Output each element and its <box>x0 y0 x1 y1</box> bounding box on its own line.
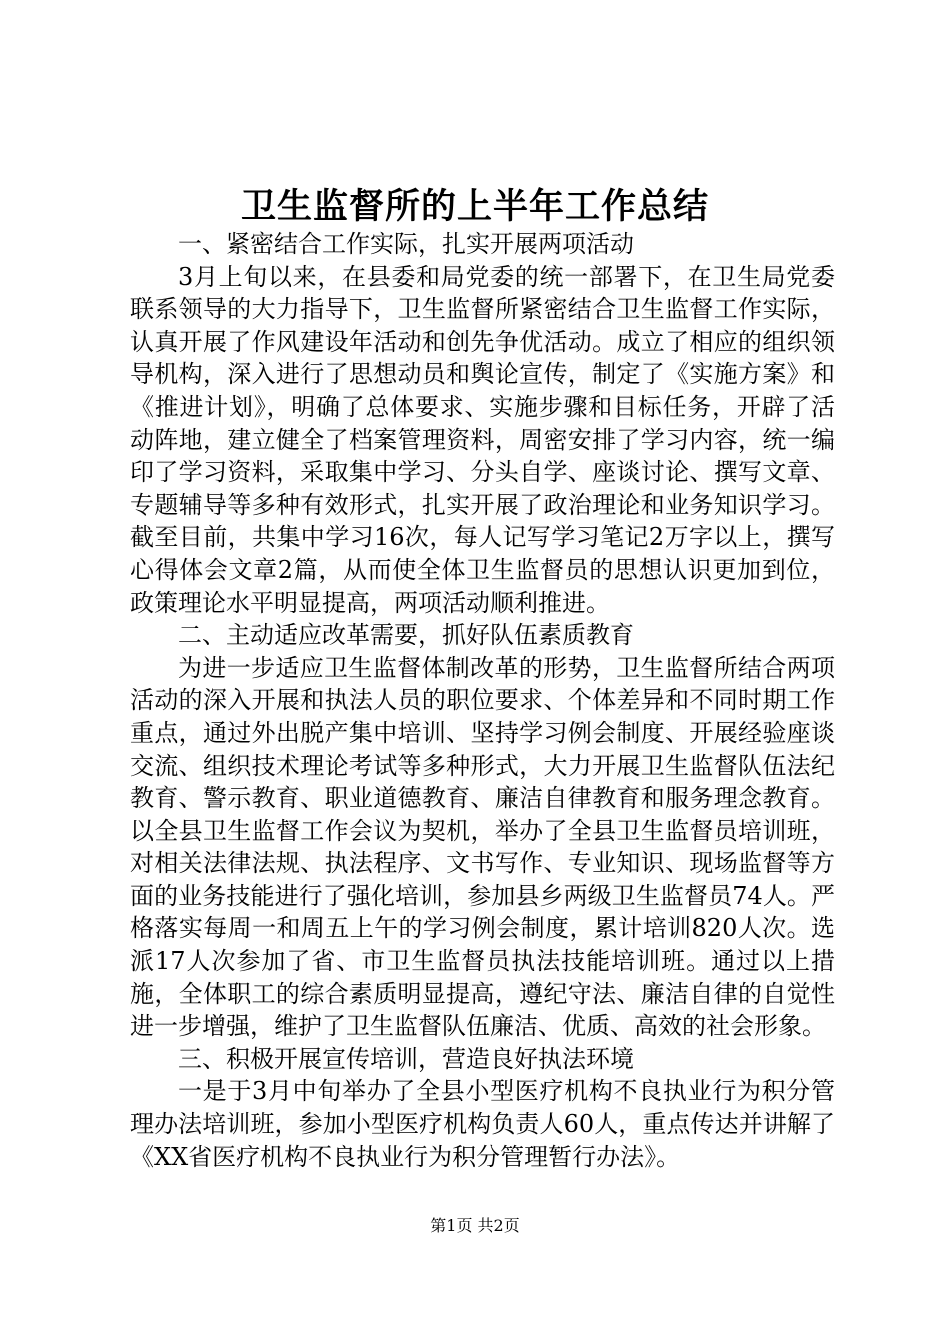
paragraph-2: 为进一步适应卫生监督体制改革的形势，卫生监督所结合两项活动的深入开展和执法人员的职位要求、个体差异和不同时期工作重点，通过外出脱产集中培训、坚持学习例会制度、开展经验座谈交流、组织技术理论考试等多种形式，大力开展卫生监督队伍法纪教育、警示教育、职业道德教育、廉洁自律教育和服务理念教育。以全县卫生监督工作会议为契机，举办了全县卫生监督员培训班，对相关法律法规、执法程序、文书写作、专业知识、现场监督等方面的业务技能进行了强化培训，参加县乡两级卫生监督员74人。严格落实每周一和周五上午的学习例会制度，累计培训820人次。选派17人次参加了省、市卫生监督员执法技能培训班。通过以上措施，全体职工的综合素质明显提高，遵纪守法、廉洁自律的自觉性进一步增强，维护了卫生监督队伍廉洁、优质、高效的社会形象。 <box>130 653 835 1041</box>
section-heading-1: 一、紧密结合工作实际，扎实开展两项活动 <box>178 230 634 258</box>
page-footer: 第1页 共2页 <box>430 1216 520 1235</box>
document-body <box>130 228 835 1173</box>
section-heading-3: 三、积极开展宣传培训，营造良好执法环境 <box>178 1044 634 1073</box>
section-heading-2: 二、主动适应改革需要，抓好队伍素质教育 <box>178 621 634 650</box>
paragraph-3: 一是于3月中旬举办了全县小型医疗机构不良执业行为积分管理办法培训班，参加小型医疗机构负责人60人，重点传达并讲解了《XX省医疗机构不良执业行为积分管理暂行办法》。 <box>130 1077 835 1171</box>
paragraph-1: 3月上旬以来，在县委和局党委的统一部署下，在卫生局党委联系领导的大力指导下，卫生监督所紧密结合卫生监督工作实际，认真开展了作风建设年活动和创先争优活动。成立了相应的组织领导机构，深入进行了思想动员和舆论宣传，制定了《实施方案》和《推进计划》，明确了总体要求、实施步骤和目标任务，开辟了活动阵地，建立健全了档案管理资料，周密安排了学习内容，统一编印了学习资料，采取集中学习、分头自学、座谈讨论、撰写文章、专题辅导等多种有效形式，扎实开展了政治理论和业务知识学习。截至目前，共集中学习16次，每人记写学习笔记2万字以上，撰写心得体会文章2篇，从而使全体卫生监督员的思想认识更加到位，政策理论水平明显提高，两项活动顺利推进。 <box>130 262 835 617</box>
document-title: 卫生监督所的上半年工作总结 <box>240 186 709 227</box>
